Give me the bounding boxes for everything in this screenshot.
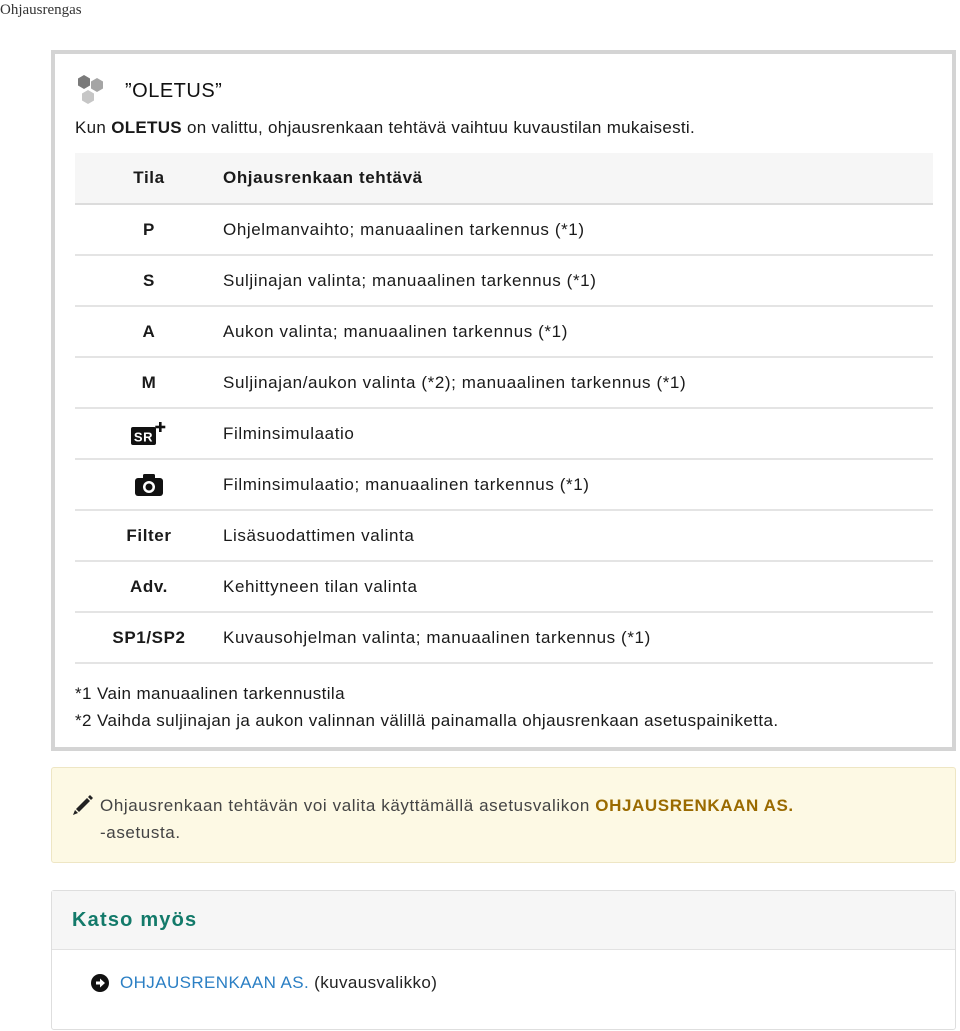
table-header-row	[75, 153, 933, 204]
footnotes	[75, 680, 778, 734]
table-row	[75, 510, 933, 561]
tip-text	[100, 792, 930, 846]
task-cell: Kehittyneen tilan valinta	[223, 561, 933, 612]
mode-cell: Adv.	[75, 561, 223, 612]
mode-cell	[75, 459, 223, 510]
mode-cell: SP1/SP2	[75, 612, 223, 663]
see-also-link-row	[90, 973, 437, 993]
task-cell: Filminsimulaatio	[223, 408, 933, 459]
intro-bold: OLETUS	[111, 118, 182, 137]
table-row	[75, 255, 933, 306]
see-also-link[interactable]: OHJAUSRENKAAN AS.	[120, 973, 310, 992]
section-header	[75, 76, 222, 106]
table-row	[75, 357, 933, 408]
tip-box	[51, 767, 956, 863]
table-row	[75, 408, 933, 459]
see-also-title: Katso myös	[52, 891, 955, 950]
task-cell: Filminsimulaatio; manuaalinen tarkennus (*1)	[223, 459, 933, 510]
info-section	[51, 50, 956, 751]
task-cell: Suljinajan/aukon valinta (*2); manuaalinen tarkennus (*1)	[223, 357, 933, 408]
tip-text-before: Ohjausrenkaan tehtävän voi valita käyttämällä asetusvalikon	[100, 796, 590, 815]
tip-text-after: -asetusta.	[100, 823, 181, 842]
mode-cell	[75, 408, 223, 459]
section-title: ”OLETUS”	[125, 79, 223, 102]
mode-cell: S	[75, 255, 223, 306]
intro-text	[75, 118, 695, 138]
table-row	[75, 612, 933, 663]
footnote-1: *1 Vain manuaalinen tarkennustila	[75, 684, 345, 703]
table-row	[75, 204, 933, 255]
table-row	[75, 306, 933, 357]
mode-cell: Filter	[75, 510, 223, 561]
header-mode: Tila	[75, 153, 223, 204]
arrow-circle-icon	[90, 973, 110, 993]
task-cell: Suljinajan valinta; manuaalinen tarkennus (*1)	[223, 255, 933, 306]
table-row	[75, 459, 933, 510]
table-row	[75, 561, 933, 612]
mode-cell: A	[75, 306, 223, 357]
see-also-suffix: (kuvausvalikko)	[314, 973, 438, 992]
footnote-2: *2 Vaihda suljinajan ja aukon valinnan välillä painamalla ohjausrenkaan asetuspainiketta.	[75, 711, 779, 730]
hexagons-icon	[75, 74, 111, 108]
camera-icon	[134, 473, 164, 497]
see-also-box	[51, 890, 956, 1030]
task-cell: Kuvausohjelman valinta; manuaalinen tarkennus (*1)	[223, 612, 933, 663]
header-task: Ohjausrenkaan tehtävä	[223, 153, 933, 204]
mode-table	[75, 153, 933, 664]
task-cell: Lisäsuodattimen valinta	[223, 510, 933, 561]
svg-text:SR: SR	[133, 429, 154, 444]
mode-cell: M	[75, 357, 223, 408]
page-label: Ohjausrengas	[0, 2, 82, 18]
task-cell: Aukon valinta; manuaalinen tarkennus (*1)	[223, 306, 933, 357]
pencil-icon	[72, 794, 94, 816]
tip-text-bold: OHJAUSRENKAAN AS.	[595, 796, 794, 815]
sr-plus-icon	[130, 421, 168, 447]
mode-cell: P	[75, 204, 223, 255]
task-cell: Ohjelmanvaihto; manuaalinen tarkennus (*1)	[223, 204, 933, 255]
intro-suffix: on valittu, ohjausrenkaan tehtävä vaihtuu kuvaustilan mukaisesti.	[186, 118, 696, 137]
intro-prefix: Kun	[75, 118, 107, 137]
